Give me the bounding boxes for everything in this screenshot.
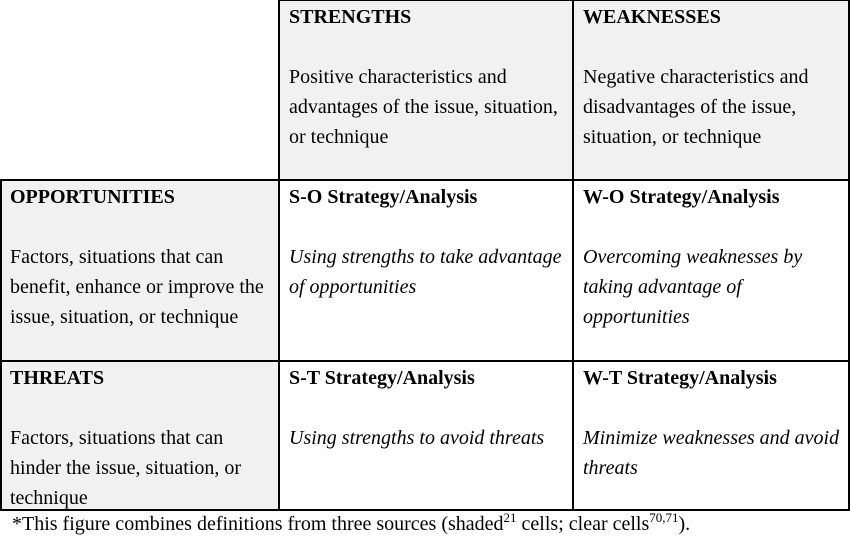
weaknesses-description: Negative characteristics and disadvantages of the issue, situation, or technique bbox=[583, 66, 809, 148]
wo-strategy-description: Overcoming weaknesses by taking advantage of opportunities bbox=[583, 246, 803, 328]
st-strategy-description: Using strengths to avoid threats bbox=[289, 427, 545, 449]
threats-description: Factors, situations that can hinder the issue, situation, or technique bbox=[10, 427, 242, 509]
st-strategy-cell bbox=[279, 361, 573, 510]
strengths-header-cell bbox=[279, 0, 573, 180]
footnote-middle: cells; clear cells bbox=[516, 513, 650, 535]
so-strategy-cell bbox=[279, 180, 573, 361]
border-top bbox=[278, 0, 850, 1]
border-col-2 bbox=[572, 0, 574, 511]
wt-strategy-description: Minimize weaknesses and avoid threats bbox=[583, 427, 840, 479]
st-strategy-title: S-T Strategy/Analysis bbox=[289, 367, 475, 389]
weaknesses-header-cell bbox=[573, 0, 850, 180]
footnote-ref-shaded: 21 bbox=[503, 510, 517, 525]
border-row-2 bbox=[0, 360, 850, 362]
wt-strategy-title: W-T Strategy/Analysis bbox=[583, 367, 777, 389]
opportunities-title: OPPORTUNITIES bbox=[10, 186, 175, 208]
strengths-title: STRENGTHS bbox=[289, 6, 412, 28]
border-row-1 bbox=[0, 179, 850, 181]
border-col-1 bbox=[278, 0, 280, 511]
border-left bbox=[0, 179, 2, 511]
footnote-tail: ). bbox=[678, 513, 691, 535]
wt-strategy-cell bbox=[573, 361, 850, 510]
wo-strategy-cell bbox=[573, 180, 850, 361]
weaknesses-title: WEAKNESSES bbox=[583, 6, 721, 28]
footnote bbox=[12, 509, 690, 539]
so-strategy-title: S-O Strategy/Analysis bbox=[289, 186, 478, 208]
opportunities-header-cell bbox=[0, 180, 279, 361]
footnote-ref-clear: 70,71 bbox=[649, 510, 679, 525]
footnote-lead: *This figure combines definitions from three sources (shaded bbox=[12, 513, 504, 535]
threats-header-cell bbox=[0, 361, 279, 510]
opportunities-description: Factors, situations that can benefit, enhance or improve the issue, situation, or technique bbox=[10, 246, 264, 328]
so-strategy-description: Using strengths to take advantage of opportunities bbox=[289, 246, 562, 298]
strengths-description: Positive characteristics and advantages of the issue, situation, or technique bbox=[289, 66, 558, 148]
threats-title: THREATS bbox=[10, 367, 105, 389]
wo-strategy-title: W-O Strategy/Analysis bbox=[583, 186, 780, 208]
